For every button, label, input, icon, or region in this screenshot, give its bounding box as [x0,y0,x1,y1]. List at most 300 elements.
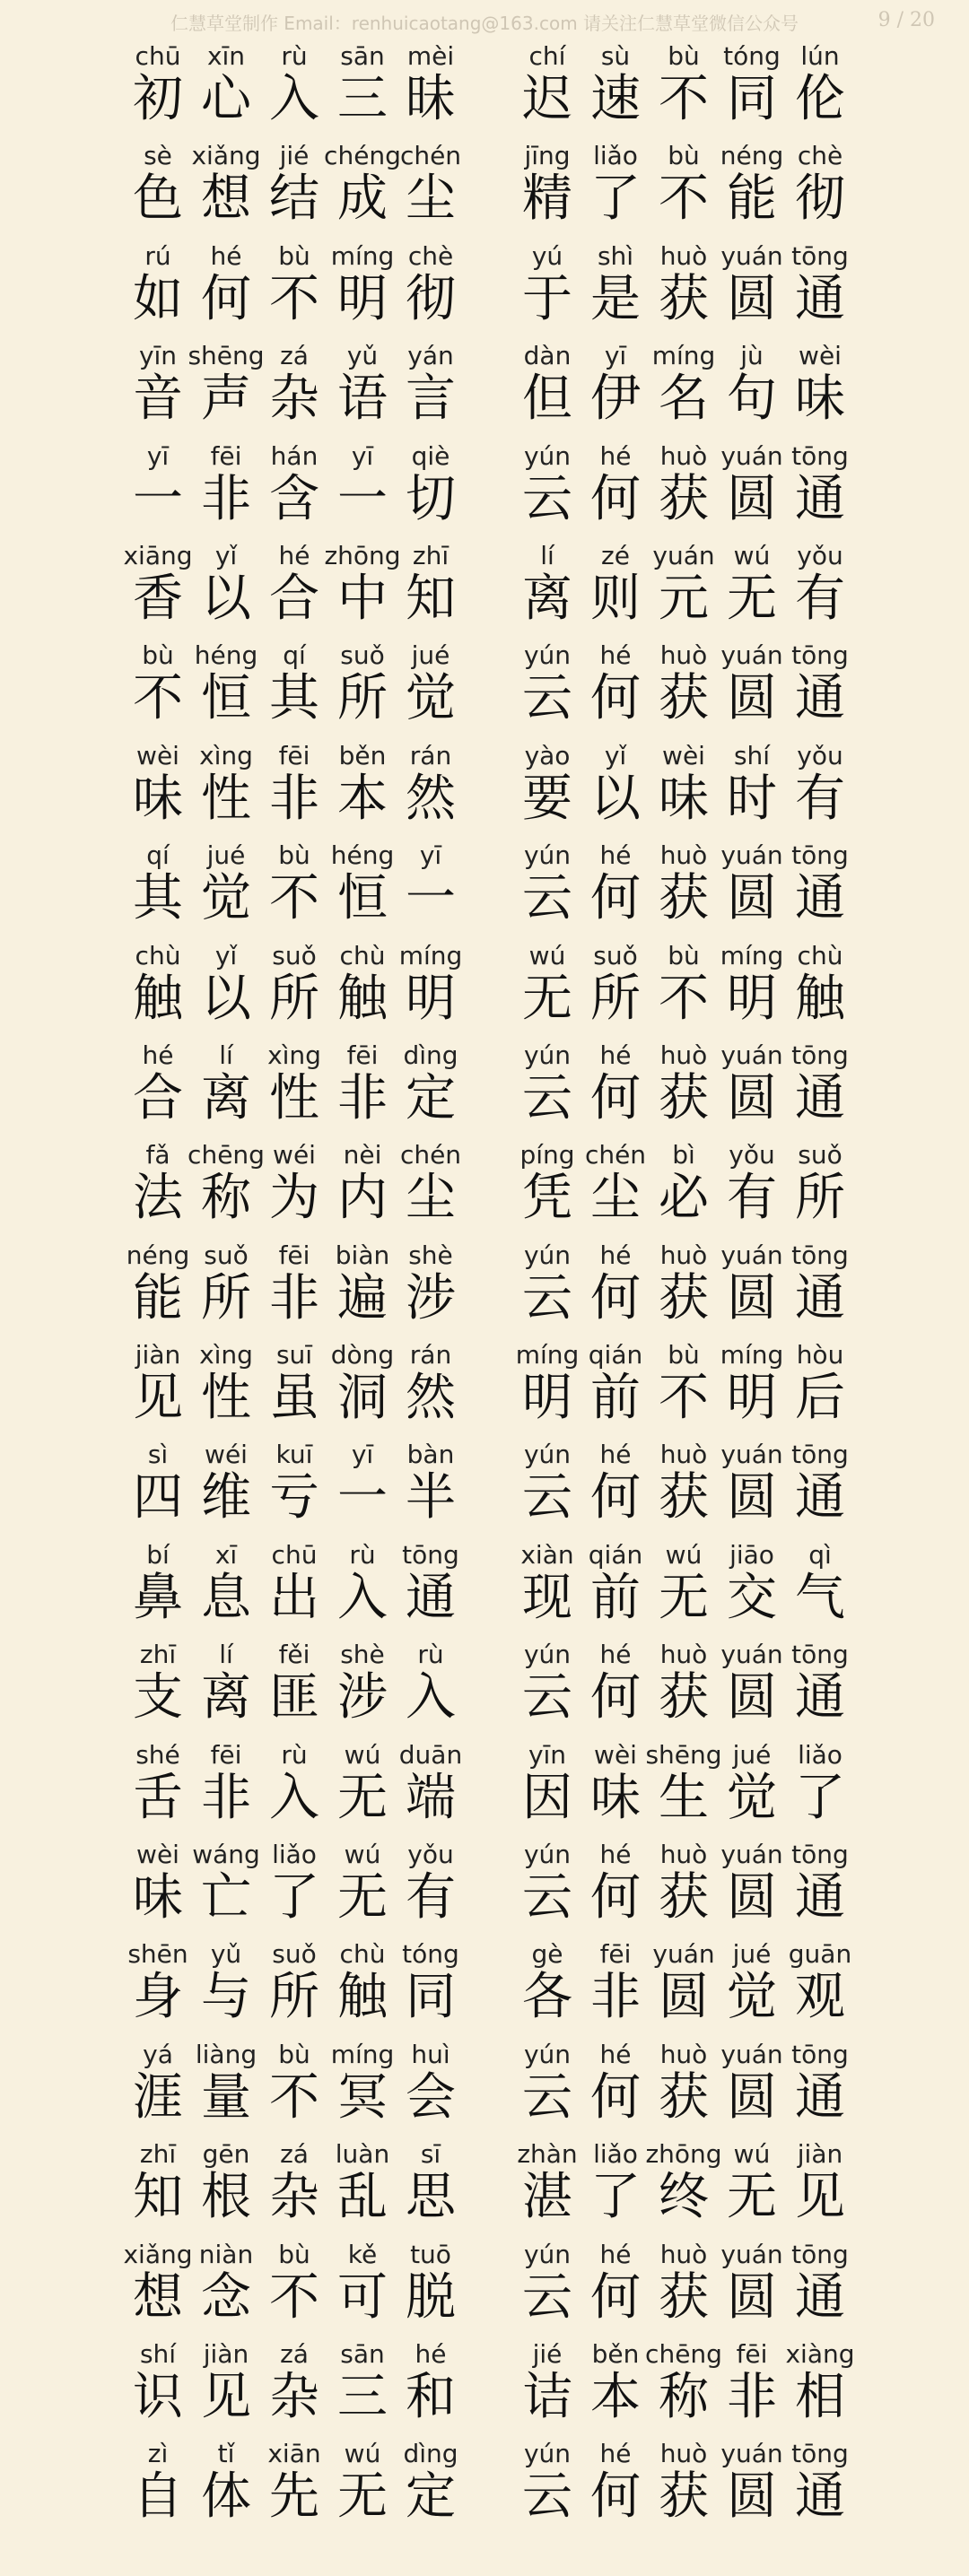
hanzi: 云 [522,1668,572,1727]
hanzi: 性 [269,1068,319,1127]
pinyin: tōng [791,840,849,871]
verse-line-right [513,2134,854,2233]
hanzi: 称 [659,2367,709,2426]
pinyin: tuō [410,2239,451,2269]
hanzi: 明 [727,969,777,1028]
pinyin: sān [340,2338,385,2369]
pinyin: yún [523,1040,572,1070]
pinyin: yán [407,341,454,371]
pinyin: wú [665,1539,703,1570]
pinyin: bù [142,640,174,671]
hanzi: 涉 [337,1668,388,1727]
verse-row [0,2433,969,2533]
hanzi: 鼻 [133,1568,183,1627]
pinyin: shēng [645,1739,722,1770]
hanzi: 味 [659,769,709,828]
pinyin: tōng [791,2239,849,2269]
pinyin: jué [732,1739,772,1770]
pinyin: rù [417,1640,444,1670]
character-unit [786,1535,854,1634]
hanzi: 其 [269,669,319,728]
hanzi: 获 [659,1268,709,1327]
verse-row [0,236,969,335]
hanzi: 一 [337,469,388,528]
pinyin: yún [523,2039,572,2069]
pinyin: rán [409,740,452,770]
hanzi: 明 [337,269,388,328]
hanzi: 尘 [590,1169,641,1228]
verse-row [0,1535,969,1634]
hanzi: 虽 [269,1369,319,1428]
pinyin: yīn [528,1739,567,1770]
pinyin: liǎo [798,1739,842,1770]
verse-line-right [513,436,854,535]
character-unit [397,1934,465,2033]
pinyin: yǒu [407,1840,454,1870]
pinyin: bù [668,141,700,171]
character-unit [786,236,854,335]
pinyin: hé [599,1840,632,1870]
hanzi: 四 [133,1468,183,1527]
hanzi: 维 [201,1468,251,1527]
character-unit [397,2034,465,2134]
pinyin: rù [349,1539,376,1570]
pinyin: yǔ [210,1939,242,1970]
pinyin: lún [800,41,840,71]
pinyin: huò [659,1440,708,1470]
hanzi: 入 [269,70,319,128]
pinyin: yī [604,341,627,371]
verse-row [0,535,969,635]
hanzi: 可 [337,2267,388,2327]
character-unit [397,1834,465,1934]
pinyin: néng [720,141,784,171]
hanzi: 所 [590,969,641,1028]
hanzi: 无 [337,1868,388,1928]
pinyin: chè [797,141,843,171]
hanzi: 圆 [727,2267,777,2327]
hanzi: 前 [590,1369,641,1428]
verse-row [0,2034,969,2134]
verse-line-left [124,835,465,935]
pinyin: yuán [720,640,783,671]
hanzi: 何 [590,2467,641,2527]
pinyin: hé [599,1040,632,1070]
pinyin: fēi [346,1040,379,1070]
pinyin: yuán [720,1440,783,1470]
pinyin: bù [668,41,700,71]
hanzi: 云 [522,2267,572,2327]
hanzi: 云 [522,1068,572,1127]
hanzi: 彻 [406,269,456,328]
verse-line-left [124,1035,465,1135]
hanzi: 语 [337,370,388,429]
pinyin: hé [278,540,310,570]
pinyin: jué [206,840,246,871]
verse-line-left [124,36,465,135]
hanzi: 云 [522,1868,572,1928]
character-unit [397,135,465,235]
verse-row [0,1735,969,1834]
pinyin: tōng [791,2039,849,2069]
pinyin: mèi [406,41,455,71]
hanzi: 所 [795,1169,845,1228]
hanzi: 舌 [133,1768,183,1827]
character-unit [786,1934,854,2033]
verse-row [0,1434,969,1534]
pinyin: yuán [720,2039,783,2069]
pinyin: yuán [720,2439,783,2469]
hanzi: 无 [727,2168,777,2227]
verse-line-right [513,36,854,135]
hanzi: 何 [590,1868,641,1928]
hanzi: 通 [795,869,845,928]
character-unit [397,2134,465,2233]
hanzi: 遍 [337,1268,388,1327]
verse-line-right [513,1934,854,2033]
character-unit [397,635,465,735]
verse-line-left [124,1335,465,1434]
hanzi: 触 [133,969,183,1028]
pinyin: shì [597,240,634,271]
hanzi: 初 [133,70,183,128]
pinyin: rù [281,41,308,71]
pinyin: zé [601,540,630,570]
pinyin: liǎo [593,141,638,171]
pinyin: xìng [199,1340,253,1371]
pinyin: jiàn [203,2338,249,2369]
hanzi: 通 [795,1468,845,1527]
hanzi: 伦 [795,70,845,128]
pinyin: yuán [652,540,715,570]
pinyin: hé [599,640,632,671]
pinyin: míng [398,940,463,970]
hanzi: 迟 [522,70,572,128]
watermark-header: 仁慧草堂制作 Email：renhuicaotang@163.com 请关注仁慧草堂微信公众号 [170,13,799,34]
pinyin: héng [194,640,258,671]
pinyin: zá [280,2338,309,2369]
verse-row [0,1035,969,1135]
hanzi: 三 [337,2367,388,2426]
pinyin: wèi [136,1840,179,1870]
hanzi: 获 [659,1668,709,1727]
pinyin: shè [408,1240,453,1270]
pinyin: yǔ [346,341,379,371]
pinyin: luàn [335,2139,390,2170]
hanzi: 圆 [727,2067,777,2127]
hanzi: 乱 [337,2168,388,2227]
pinyin: wéi [205,1440,248,1470]
hanzi: 定 [406,2467,456,2527]
hanzi: 不 [269,869,319,928]
hanzi: 有 [795,569,845,628]
pinyin: huò [659,1640,708,1670]
character-unit [397,1735,465,1834]
pinyin: huò [659,840,708,871]
pinyin: gè [531,1939,563,1970]
verse-line-right [513,2234,854,2334]
pinyin: yún [523,2439,572,2469]
pinyin: jù [740,341,764,371]
verse-line-right [513,2334,854,2433]
pinyin: jiàn [135,1340,181,1371]
hanzi: 诘 [522,2367,572,2426]
pinyin: hé [210,240,242,271]
pinyin: tōng [791,1040,849,1070]
hanzi: 半 [406,1468,456,1527]
hanzi: 入 [269,1768,319,1827]
verse-line-left [124,2234,465,2334]
hanzi: 通 [795,2467,845,2527]
pinyin: chén [584,1140,647,1171]
hanzi: 非 [269,1268,319,1327]
pinyin: hé [599,2039,632,2069]
pinyin: běn [591,2338,640,2369]
pinyin: zhōng [324,540,401,570]
pinyin: nèi [343,1140,382,1171]
pinyin: shēng [188,341,265,371]
hanzi: 一 [337,1468,388,1527]
hanzi: 现 [522,1568,572,1627]
pinyin: zhōng [645,2139,722,2170]
pinyin: yún [523,1640,572,1670]
hanzi: 有 [727,1169,777,1228]
verse-row [0,1634,969,1734]
hanzi: 同 [406,1968,456,2027]
pinyin: fēi [278,1240,310,1270]
pinyin: wú [344,1739,381,1770]
hanzi: 一 [406,869,456,928]
hanzi: 能 [133,1268,183,1327]
hanzi: 定 [406,1068,456,1127]
verse-line-left [124,2134,465,2233]
hanzi: 云 [522,2067,572,2127]
hanzi: 圆 [727,1268,777,1327]
hanzi: 声 [201,370,251,429]
pinyin: shí [733,740,771,770]
hanzi: 则 [590,569,641,628]
hanzi: 获 [659,469,709,528]
hanzi: 圆 [727,1468,777,1527]
pinyin: shí [139,2338,177,2369]
verse-line-right [513,1035,854,1135]
pinyin: kě [347,2239,378,2269]
hanzi: 圆 [727,469,777,528]
verse-line-left [124,1235,465,1335]
hanzi: 通 [406,1568,456,1627]
hanzi: 获 [659,2467,709,2527]
verse-row [0,2234,969,2334]
character-unit [786,1135,854,1234]
pinyin: suǒ [798,1140,842,1171]
pinyin: liǎo [593,2139,638,2170]
hanzi: 觉 [201,869,251,928]
pinyin: huò [659,2039,708,2069]
hanzi: 于 [522,269,572,328]
pinyin: tōng [402,1539,459,1570]
verse-line-right [513,1335,854,1434]
pinyin: míng [330,240,395,271]
verse-row [0,635,969,735]
hanzi: 何 [590,869,641,928]
pinyin: xiǎng [123,2239,193,2269]
hanzi: 何 [590,1468,641,1527]
pinyin: yuán [720,1040,783,1070]
verse-row [0,936,969,1035]
hanzi: 音 [133,370,183,429]
pinyin: rù [281,1739,308,1770]
verse-line-left [124,1135,465,1234]
hanzi: 湛 [522,2168,572,2227]
pinyin: biàn [335,1240,390,1270]
pinyin: sān [340,41,385,71]
pinyin: hòu [796,1340,844,1371]
hanzi: 元 [659,569,709,628]
pinyin: guān [788,1939,852,1970]
pinyin: qí [283,640,306,671]
hanzi: 心 [201,70,251,128]
pinyin: huò [659,1840,708,1870]
hanzi: 通 [795,269,845,328]
hanzi: 识 [133,2367,183,2426]
hanzi: 味 [133,1868,183,1928]
pinyin: chū [271,1539,318,1570]
pinyin: zhī [412,540,450,570]
verse-row [0,436,969,535]
pinyin: duān [398,1739,463,1770]
verse-line-left [124,1934,465,2033]
verse-row [0,1934,969,2033]
pinyin: yīn [138,341,178,371]
verse-line-right [513,1535,854,1634]
pinyin: chēng [645,2338,722,2369]
hanzi: 触 [795,969,845,1028]
hanzi: 非 [201,1768,251,1827]
hanzi: 离 [522,569,572,628]
hanzi: 通 [795,1268,845,1327]
pinyin: yún [523,1240,572,1270]
character-unit [397,735,465,835]
hanzi: 见 [201,2367,251,2426]
pinyin: wú [733,540,771,570]
hanzi: 以 [201,969,251,1028]
hanzi: 不 [269,2067,319,2127]
character-unit [786,2234,854,2334]
character-unit [786,635,854,735]
pinyin: chù [135,940,181,970]
hanzi: 法 [133,1169,183,1228]
pinyin: bù [668,1340,700,1371]
pinyin: chù [797,940,843,970]
pinyin: yào [524,740,571,770]
pinyin: tōng [791,1440,849,1470]
pinyin: hé [599,2439,632,2469]
pinyin: wéi [273,1140,316,1171]
pinyin: yǒu [729,1140,775,1171]
verse-line-right [513,635,854,735]
pinyin: suī [275,1340,313,1371]
character-unit [397,1335,465,1434]
hanzi: 云 [522,869,572,928]
pinyin: yá [143,2039,173,2069]
hanzi: 无 [659,1568,709,1627]
hanzi: 非 [590,1968,641,2027]
hanzi: 通 [795,1668,845,1727]
hanzi: 性 [201,1369,251,1428]
pinyin: jiàn [797,2139,843,2170]
verse-row [0,36,969,135]
pinyin: tōng [791,640,849,671]
hanzi: 句 [727,370,777,429]
hanzi: 端 [406,1768,456,1827]
verse-line-right [513,335,854,435]
character-unit [397,1434,465,1534]
pinyin: qián [588,1340,643,1371]
pinyin: yún [523,640,572,671]
verse-line-right [513,2034,854,2134]
hanzi: 明 [522,1369,572,1428]
hanzi: 何 [590,669,641,728]
pinyin: chū [135,41,181,71]
pinyin: shé [135,1739,180,1770]
hanzi: 终 [659,2168,709,2227]
verse-line-left [124,735,465,835]
verse-row [0,1335,969,1434]
pinyin: míng [720,940,784,970]
hanzi: 亡 [201,1868,251,1928]
hanzi: 要 [522,769,572,828]
verse-line-right [513,135,854,235]
pinyin: yuán [720,1640,783,1670]
pinyin: fēi [736,2338,768,2369]
hanzi: 通 [795,2067,845,2127]
hanzi: 本 [337,769,388,828]
hanzi: 量 [201,2067,251,2127]
pinyin: hé [599,440,632,471]
hanzi: 言 [406,370,456,429]
pinyin: suǒ [593,940,638,970]
pinyin: yún [523,840,572,871]
hanzi: 不 [269,2267,319,2327]
hanzi: 色 [133,170,183,229]
hanzi: 了 [590,170,641,229]
hanzi: 明 [406,969,456,1028]
pinyin: shè [340,1640,385,1670]
hanzi: 圆 [727,869,777,928]
hanzi: 根 [201,2168,251,2227]
hanzi: 不 [659,969,709,1028]
pinyin: xiāng [123,540,193,570]
hanzi: 知 [133,2168,183,2227]
hanzi: 合 [269,569,319,628]
hanzi: 思 [406,2168,456,2227]
pinyin: yú [531,240,563,271]
pinyin: chén [399,1140,462,1171]
hanzi: 昧 [406,70,456,128]
hanzi: 获 [659,869,709,928]
hanzi: 杂 [269,370,319,429]
character-unit [397,335,465,435]
character-unit [786,1834,854,1934]
verse-line-left [124,335,465,435]
hanzi: 香 [133,569,183,628]
verse-line-right [513,236,854,335]
hanzi: 但 [522,370,572,429]
hanzi: 云 [522,669,572,728]
verse-row [0,135,969,235]
verse-line-right [513,1735,854,1834]
pinyin: píng [519,1140,575,1171]
